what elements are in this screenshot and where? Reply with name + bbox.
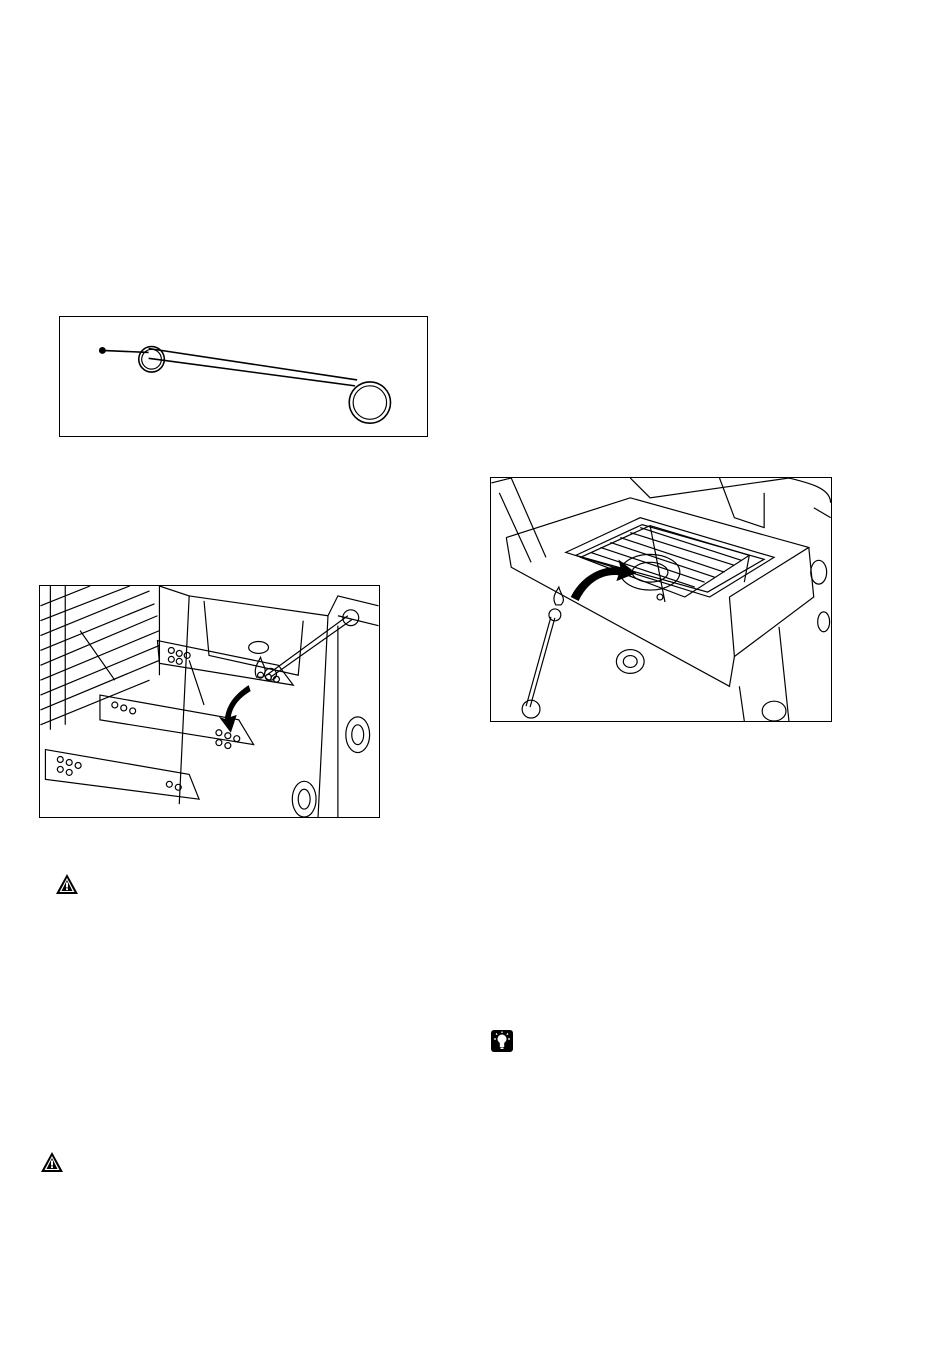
side-burner-match-lighting-illustration	[491, 478, 831, 721]
main-burner-lighting-figure	[39, 585, 380, 818]
ignition-rod-figure	[59, 316, 428, 437]
lightbulb-tip-icon	[491, 1030, 513, 1052]
main-burner-match-lighting-illustration	[40, 586, 379, 817]
ignition-rod-illustration	[60, 317, 427, 436]
side-burner-lighting-figure	[490, 477, 832, 722]
lightbulb-icon-graphic	[491, 1030, 513, 1052]
warning-triangle-icon	[40, 1151, 64, 1173]
warning-icon-graphic	[40, 1151, 64, 1173]
warning-icon-graphic	[55, 873, 79, 895]
warning-triangle-icon	[55, 873, 79, 895]
